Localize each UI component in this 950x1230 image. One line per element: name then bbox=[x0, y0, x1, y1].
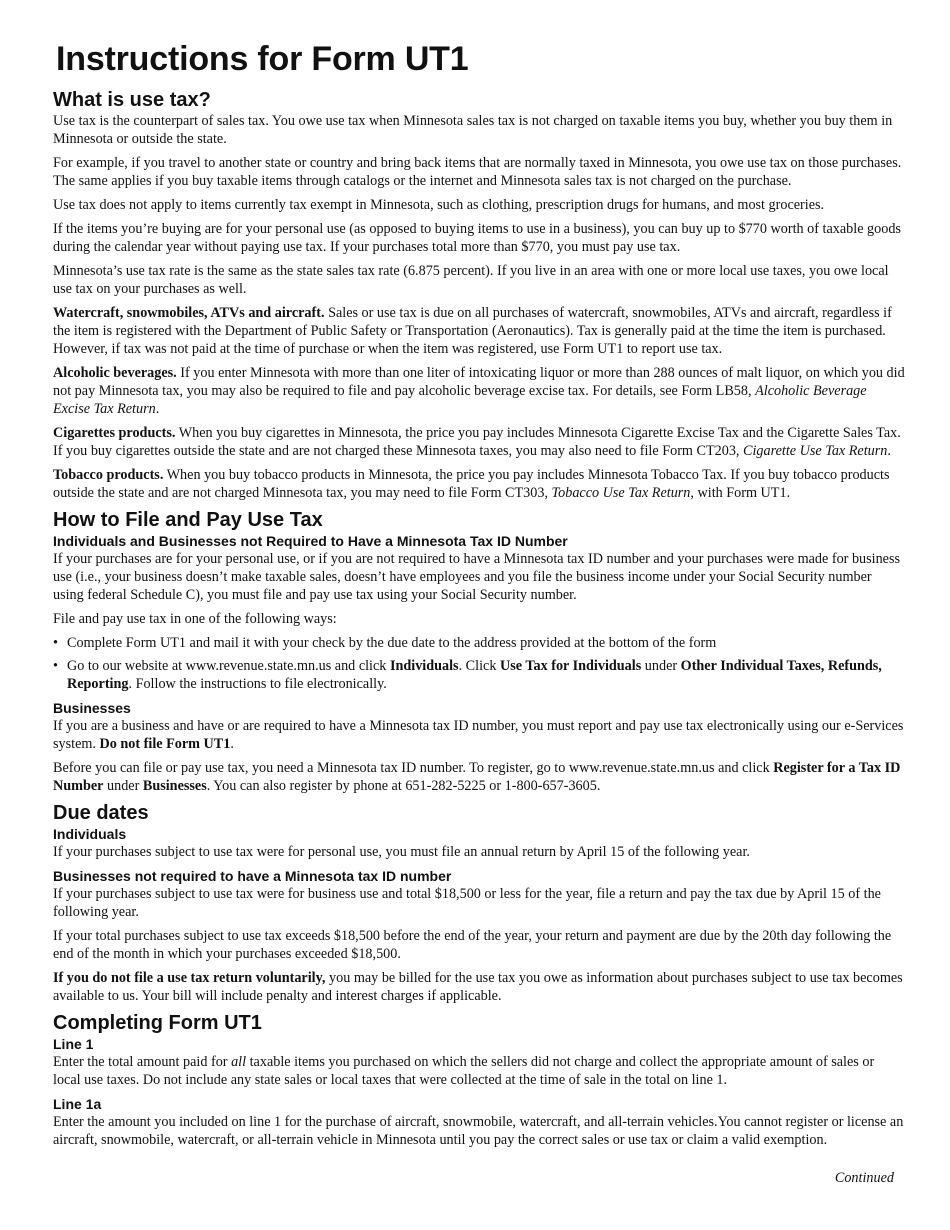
menu-reference: Register for a Tax ID Number bbox=[53, 760, 901, 794]
paragraph: If your purchases subject to use tax were for business use and total $18,500 or less for the year, file a return and pay the tax due by April 15 of the following year. bbox=[53, 886, 881, 920]
section-how-to-file bbox=[53, 508, 905, 795]
body-text: under bbox=[103, 778, 143, 794]
lead-in: Watercraft, snowmobiles, ATVs and aircraft. bbox=[53, 305, 325, 321]
body-text: you may be billed for the use tax you owe as information about purchases subject to use tax becomes available to us. Your bill will include penalty and interest charges if applicable. bbox=[53, 970, 903, 1004]
subsection-heading: Individuals and Businesses not Required to Have a Minnesota Tax ID Number bbox=[53, 533, 568, 549]
menu-reference: Individuals bbox=[389, 658, 459, 674]
form-title: Cigarette Use Tax Return bbox=[743, 443, 888, 459]
body-text: If you are a business and have or are required to have a Minnesota tax ID number, you must report and pay use tax electronically using our e-Services system. bbox=[53, 718, 904, 752]
paragraph: For example, if you travel to another state or country and bring back items that are normally taxed in Minnesota, you owe use tax on those purchases. The same applies if you buy taxable items through catalogs or the internet and Minnesota sales tax is not charged on the purchase. bbox=[53, 155, 902, 189]
lead-in: Alcoholic beverages. bbox=[53, 365, 177, 381]
body-text: Enter the total amount paid for bbox=[53, 1054, 232, 1070]
paragraph bbox=[53, 759, 905, 795]
body-text: When you buy tobacco products in Minnesota, the price you pay includes Minnesota Tobacco Tax. If you buy tobacco products outside the state and are not charged Minnesota tax, you may need to file Form CT303, bbox=[53, 467, 890, 501]
emphasis: all bbox=[231, 1054, 247, 1070]
menu-reference: Other Individual Taxes, Refunds, Reporting bbox=[67, 658, 882, 692]
body-text: . Click bbox=[458, 658, 500, 674]
body-text: . You can also register by phone at 651-282-5225 or 1-800-657-3605. bbox=[206, 778, 601, 794]
paragraph bbox=[53, 717, 905, 753]
paragraph-cigarettes bbox=[53, 424, 905, 460]
body-text: When you buy cigarettes in Minnesota, the price you pay includes Minnesota Cigarette Excise Tax and the Cigarette Sales Tax. If you buy cigarettes outside the state and are not charged these Minnesota taxes, you may also need to file Form CT203, bbox=[53, 425, 901, 459]
section-due-dates bbox=[53, 801, 905, 1005]
lead-in: Tobacco products. bbox=[53, 467, 164, 483]
body-text: taxable items you purchased on which the sellers did not charge and collect the appropriate amount of sales or local use taxes. Do not include any state sales or local taxes that were collected at the time of sale in the total on line 1. bbox=[53, 1054, 875, 1088]
paragraph bbox=[53, 1053, 905, 1089]
paragraph bbox=[53, 969, 905, 1005]
section-heading: Due dates bbox=[53, 802, 149, 824]
subsection-heading: Individuals bbox=[53, 826, 127, 842]
menu-reference: Businesses bbox=[142, 778, 207, 794]
body-text: . bbox=[887, 443, 891, 459]
section-completing-form bbox=[53, 1011, 905, 1149]
form-title: Tobacco Use Tax Return bbox=[551, 485, 691, 501]
paragraph: File and pay use tax in one of the following ways: bbox=[53, 611, 337, 627]
paragraph: If your purchases subject to use tax were for personal use, you must file an annual return by April 15 of the following year. bbox=[53, 844, 750, 860]
menu-reference: Use Tax for Individuals bbox=[499, 658, 642, 674]
paragraph-tobacco bbox=[53, 466, 905, 502]
body-text: Go to our website at www.revenue.state.mn.us and click bbox=[67, 658, 390, 674]
paragraph: If the items you’re buying are for your personal use (as opposed to buying items to use in a business), you can buy up to $770 worth of taxable goods during the calendar year without paying use tax. If your purchases total more than $770, you must pay use tax. bbox=[53, 221, 901, 255]
body-text: , with Form UT1. bbox=[690, 485, 791, 501]
body-text: . Follow the instructions to file electronically. bbox=[128, 676, 387, 692]
emphasis: Do not file Form UT1 bbox=[99, 736, 231, 752]
body-text: under bbox=[641, 658, 681, 674]
list-item: • Complete Form UT1 and mail it with your check by the due date to the address provided at the bottom of the form bbox=[53, 634, 905, 652]
body-text: Sales or use tax is due on all purchases of watercraft, snowmobiles, ATVs and aircraft, regardless if the item is registered with the Department of Public Safety or Transportation (Aeronautics). Tax is generally paid at the time the item is purchased. However, if tax was not paid at the time of purchase or when the item was registered, use Form UT1 to report use tax. bbox=[53, 305, 892, 357]
paragraph-watercraft bbox=[53, 304, 905, 358]
section-heading: What is use tax? bbox=[53, 89, 211, 111]
page-content bbox=[53, 38, 905, 1155]
filing-options-list bbox=[53, 634, 905, 693]
continued-note: Continued bbox=[834, 1170, 894, 1186]
lead-in: Cigarettes products. bbox=[53, 425, 176, 441]
paragraph: Minnesota’s use tax rate is the same as the state sales tax rate (6.875 percent). If you live in an area with one or more local use taxes, you owe local use tax on your purchases as well. bbox=[53, 263, 889, 297]
section-what-is-use-tax bbox=[53, 88, 905, 502]
subsection-heading: Line 1 bbox=[53, 1036, 94, 1052]
section-heading: How to File and Pay Use Tax bbox=[53, 509, 323, 531]
paragraph: Use tax does not apply to items currently tax exempt in Minnesota, such as clothing, prescription drugs for humans, and most groceries. bbox=[53, 197, 825, 213]
subsection-heading: Businesses not required to have a Minnesota tax ID number bbox=[53, 868, 452, 884]
body-text: . bbox=[230, 736, 234, 752]
paragraph: If your total purchases subject to use tax exceeds $18,500 before the end of the year, your return and payment are due by the 20th day following the end of the month in which your purchases exceeded $18,500. bbox=[53, 928, 892, 962]
body-text: Before you can file or pay use tax, you need a Minnesota tax ID number. To register, go to www.revenue.state.mn.us and click bbox=[53, 760, 774, 776]
lead-in: If you do not file a use tax return voluntarily, bbox=[53, 970, 326, 986]
paragraph: Use tax is the counterpart of sales tax. You owe use tax when Minnesota sales tax is not charged on taxable items you buy, whether you buy them in Minnesota or outside the state. bbox=[53, 113, 893, 147]
paragraph: If your purchases are for your personal use, or if you are not required to have a Minnesota tax ID number and your purchases were made for business use (i.e., your business doesn’t make taxable sales, doesn’t have employees and you file the business income under your Social Security number using federal Schedule C), you must file and pay use tax using your Social Security number. bbox=[53, 551, 901, 603]
list-item bbox=[53, 657, 905, 693]
body-text: . bbox=[155, 401, 160, 417]
subsection-heading: Line 1a bbox=[53, 1096, 102, 1112]
form-title: Alcoholic Beverage Excise Tax Return bbox=[53, 383, 867, 417]
section-heading: Completing Form UT1 bbox=[53, 1012, 262, 1034]
paragraph: Enter the amount you included on line 1 for the purchase of aircraft, snowmobile, watercraft, and all-terrain vehicles.You cannot register or license an aircraft, snowmobile, watercraft, or all-terrain vehicle in Minnesota until you pay the correct sales or use tax or claim a valid exemption. bbox=[53, 1114, 904, 1148]
subsection-heading: Businesses bbox=[53, 700, 131, 716]
page-title: Instructions for Form UT1 bbox=[56, 40, 469, 78]
body-text: If you enter Minnesota with more than one liter of intoxicating liquor or more than 288 ounces of malt liquor, on which you did not pay Minnesota tax, you may also be required to file and pay alcoholic beverage excise tax. For details, see Form LB58, bbox=[53, 365, 905, 399]
paragraph-alcohol bbox=[53, 364, 905, 418]
